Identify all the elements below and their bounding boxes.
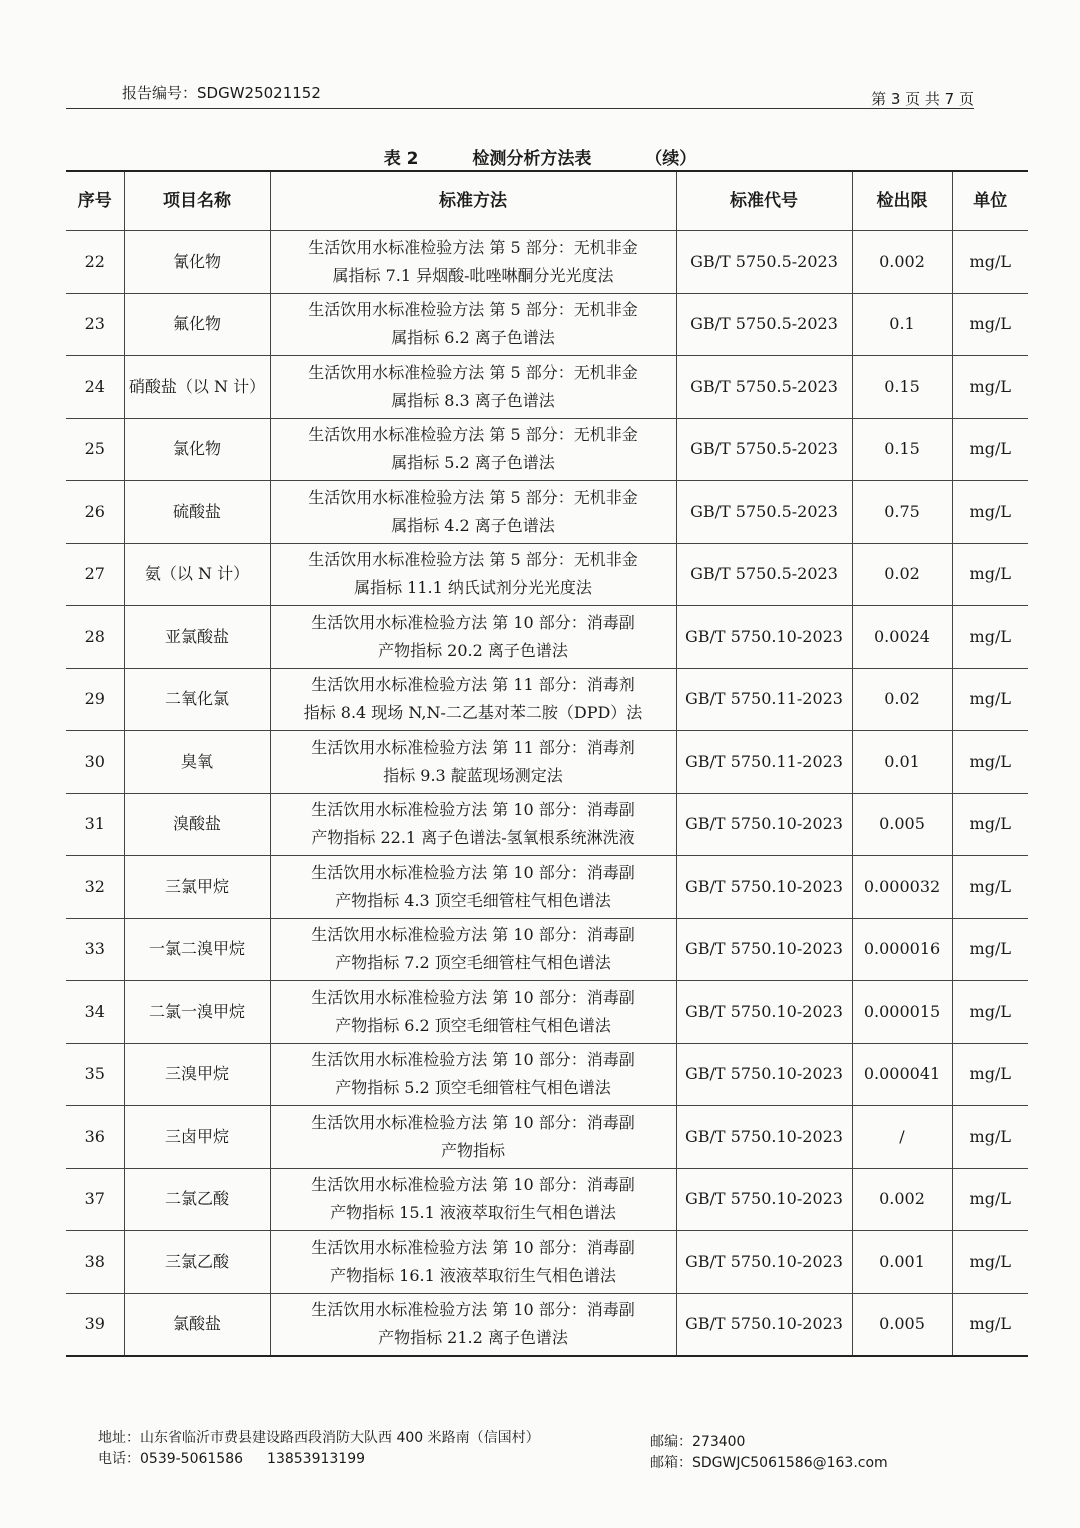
method-line-1: 生活饮用水标准检验方法 第 5 部分：无机非金	[308, 300, 638, 320]
footer-address: 地址：山东省临沂市费县建设路西段消防大队西 400 米路南（信国村）	[98, 1430, 540, 1446]
item-name: 一氯二溴甲烷	[124, 918, 270, 981]
row-number: 25	[66, 418, 124, 481]
item-name: 溴酸盐	[124, 793, 270, 856]
unit: mg/L	[952, 418, 1028, 481]
method-line-1: 生活饮用水标准检验方法 第 5 部分：无机非金	[308, 425, 638, 445]
method-line-1: 生活饮用水标准检验方法 第 10 部分：消毒副	[311, 862, 635, 882]
detection-limit: 0.001	[852, 1231, 952, 1294]
col-header-method: 标准方法	[270, 171, 676, 231]
method-line-2: 属指标 6.2 离子色谱法	[391, 328, 555, 348]
unit: mg/L	[952, 918, 1028, 981]
detection-limit: 0.02	[852, 543, 952, 606]
standard-code: GB/T 5750.5-2023	[676, 356, 852, 419]
standard-code: GB/T 5750.11-2023	[676, 731, 852, 794]
table-row	[66, 1231, 1028, 1294]
detection-limit: 0.000016	[852, 918, 952, 981]
method-line-2: 属指标 8.3 离子色谱法	[391, 390, 555, 410]
col-header-unit: 单位	[952, 171, 1028, 231]
detection-limit: 0.15	[852, 418, 952, 481]
standard-method	[270, 1043, 676, 1106]
standard-method	[270, 606, 676, 669]
detection-limit: 0.000015	[852, 981, 952, 1044]
standard-code: GB/T 5750.5-2023	[676, 481, 852, 544]
row-number: 30	[66, 731, 124, 794]
method-line-2: 产物指标 22.1 离子色谱法-氢氧根系统淋洗液	[311, 828, 635, 848]
table-number: 表 2	[383, 149, 419, 169]
row-number: 24	[66, 356, 124, 419]
table-row	[66, 1106, 1028, 1169]
standard-method	[270, 481, 676, 544]
standard-method	[270, 793, 676, 856]
item-name: 硝酸盐（以 N 计）	[124, 356, 270, 419]
method-line-1: 生活饮用水标准检验方法 第 10 部分：消毒副	[311, 1175, 635, 1195]
standard-method	[270, 981, 676, 1044]
method-line-2: 属指标 11.1 纳氏试剂分光光度法	[354, 578, 592, 598]
table-row	[66, 481, 1028, 544]
method-line-2: 产物指标 15.1 液液萃取衍生气相色谱法	[330, 1203, 616, 1223]
detection-limit: 0.0024	[852, 606, 952, 669]
footer-postcode: 邮编：273400	[650, 1434, 746, 1450]
row-number: 33	[66, 918, 124, 981]
method-line-2: 产物指标 21.2 离子色谱法	[378, 1328, 568, 1348]
table-row	[66, 418, 1028, 481]
method-line-1: 生活饮用水标准检验方法 第 10 部分：消毒副	[311, 800, 635, 820]
unit: mg/L	[952, 481, 1028, 544]
item-name: 二氯一溴甲烷	[124, 981, 270, 1044]
unit: mg/L	[952, 1106, 1028, 1169]
standard-code: GB/T 5750.11-2023	[676, 668, 852, 731]
method-line-1: 生活饮用水标准检验方法 第 5 部分：无机非金	[308, 487, 638, 507]
table-row	[66, 356, 1028, 419]
table-row	[66, 293, 1028, 356]
method-line-2: 产物指标 4.3 顶空毛细管柱气相色谱法	[335, 890, 611, 910]
table-row	[66, 543, 1028, 606]
footer-postal	[650, 1432, 888, 1474]
detection-limit: 0.000032	[852, 856, 952, 919]
footer-contact	[98, 1428, 540, 1470]
standard-method	[270, 543, 676, 606]
row-number: 34	[66, 981, 124, 1044]
detection-limit: 0.002	[852, 231, 952, 294]
table-row	[66, 918, 1028, 981]
standard-method	[270, 418, 676, 481]
item-name: 三氯甲烷	[124, 856, 270, 919]
row-number: 26	[66, 481, 124, 544]
table-continued: （续）	[645, 149, 697, 169]
table-row	[66, 231, 1028, 294]
item-name: 三卤甲烷	[124, 1106, 270, 1169]
detection-limit: 0.75	[852, 481, 952, 544]
footer-phones	[98, 1449, 540, 1470]
unit: mg/L	[952, 356, 1028, 419]
row-number: 28	[66, 606, 124, 669]
detection-limit: 0.02	[852, 668, 952, 731]
col-header-code: 标准代号	[676, 171, 852, 231]
unit: mg/L	[952, 1168, 1028, 1231]
item-name: 氯化物	[124, 418, 270, 481]
col-header-no: 序号	[66, 171, 124, 231]
standard-code: GB/T 5750.10-2023	[676, 793, 852, 856]
item-name: 氨（以 N 计）	[124, 543, 270, 606]
footer-mobile: 13853913199	[267, 1451, 366, 1467]
detection-limit: 0.002	[852, 1168, 952, 1231]
unit: mg/L	[952, 1231, 1028, 1294]
standard-code: GB/T 5750.10-2023	[676, 918, 852, 981]
detection-limit: 0.005	[852, 793, 952, 856]
standard-method	[270, 1106, 676, 1169]
item-name: 氟化物	[124, 293, 270, 356]
col-header-limit: 检出限	[852, 171, 952, 231]
method-line-1: 生活饮用水标准检验方法 第 10 部分：消毒副	[311, 1300, 635, 1320]
row-number: 38	[66, 1231, 124, 1294]
detection-limit: 0.15	[852, 356, 952, 419]
row-number: 39	[66, 1293, 124, 1356]
unit: mg/L	[952, 1293, 1028, 1356]
table-title: 检测分析方法表	[472, 149, 592, 169]
method-line-1: 生活饮用水标准检验方法 第 10 部分：消毒副	[311, 1237, 635, 1257]
standard-code: GB/T 5750.10-2023	[676, 606, 852, 669]
table-caption	[0, 144, 1080, 169]
method-line-1: 生活饮用水标准检验方法 第 10 部分：消毒副	[311, 987, 635, 1007]
table-header-row	[66, 171, 1028, 231]
table-row	[66, 981, 1028, 1044]
method-line-2: 指标 8.4 现场 N,N-二乙基对苯二胺（DPD）法	[303, 703, 643, 723]
detection-limit: 0.005	[852, 1293, 952, 1356]
row-number: 29	[66, 668, 124, 731]
method-line-2: 属指标 7.1 异烟酸-吡唑啉酮分光光度法	[332, 265, 614, 285]
standard-method	[270, 1293, 676, 1356]
item-name: 二氯乙酸	[124, 1168, 270, 1231]
standard-code: GB/T 5750.10-2023	[676, 856, 852, 919]
method-line-2: 产物指标 16.1 液液萃取衍生气相色谱法	[330, 1265, 616, 1285]
standard-code: GB/T 5750.5-2023	[676, 418, 852, 481]
method-line-1: 生活饮用水标准检验方法 第 10 部分：消毒副	[311, 612, 635, 632]
standard-code: GB/T 5750.5-2023	[676, 293, 852, 356]
item-name: 氯酸盐	[124, 1293, 270, 1356]
page-indicator: 第 3 页 共 7 页	[871, 90, 974, 108]
standard-method	[270, 356, 676, 419]
method-line-1: 生活饮用水标准检验方法 第 10 部分：消毒副	[311, 1112, 635, 1132]
standard-code: GB/T 5750.10-2023	[676, 981, 852, 1044]
footer-phone: 电话：0539-5061586	[98, 1451, 244, 1467]
report-number: 报告编号：SDGW25021152	[122, 84, 321, 102]
table-row	[66, 1168, 1028, 1231]
row-number: 27	[66, 543, 124, 606]
table-row	[66, 1043, 1028, 1106]
method-line-2: 产物指标 20.2 离子色谱法	[378, 640, 568, 660]
standard-code: GB/T 5750.10-2023	[676, 1043, 852, 1106]
item-name: 臭氧	[124, 731, 270, 794]
method-line-1: 生活饮用水标准检验方法 第 10 部分：消毒副	[311, 925, 635, 945]
method-line-1: 生活饮用水标准检验方法 第 5 部分：无机非金	[308, 362, 638, 382]
method-line-1: 生活饮用水标准检验方法 第 5 部分：无机非金	[308, 237, 638, 257]
standard-code: GB/T 5750.5-2023	[676, 231, 852, 294]
method-line-1: 生活饮用水标准检验方法 第 11 部分：消毒剂	[311, 737, 635, 757]
unit: mg/L	[952, 1043, 1028, 1106]
detection-limit: /	[852, 1106, 952, 1169]
standard-code: GB/T 5750.10-2023	[676, 1293, 852, 1356]
table-row	[66, 856, 1028, 919]
standard-method	[270, 918, 676, 981]
method-line-2: 产物指标 6.2 顶空毛细管柱气相色谱法	[335, 1015, 611, 1035]
method-line-2: 指标 9.3 靛蓝现场测定法	[383, 765, 563, 785]
standard-method	[270, 1168, 676, 1231]
unit: mg/L	[952, 293, 1028, 356]
footer-email: 邮箱：SDGWJC5061586@163.com	[650, 1455, 888, 1471]
item-name: 二氧化氯	[124, 668, 270, 731]
unit: mg/L	[952, 543, 1028, 606]
method-line-1: 生活饮用水标准检验方法 第 10 部分：消毒副	[311, 1050, 635, 1070]
standard-code: GB/T 5750.10-2023	[676, 1231, 852, 1294]
standard-code: GB/T 5750.10-2023	[676, 1106, 852, 1169]
standard-method	[270, 856, 676, 919]
item-name: 氰化物	[124, 231, 270, 294]
unit: mg/L	[952, 731, 1028, 794]
row-number: 36	[66, 1106, 124, 1169]
item-name: 亚氯酸盐	[124, 606, 270, 669]
method-line-1: 生活饮用水标准检验方法 第 11 部分：消毒剂	[311, 675, 635, 695]
row-number: 37	[66, 1168, 124, 1231]
standard-code: GB/T 5750.5-2023	[676, 543, 852, 606]
methods-table	[66, 170, 1028, 1357]
item-name: 三溴甲烷	[124, 1043, 270, 1106]
unit: mg/L	[952, 856, 1028, 919]
table-row	[66, 606, 1028, 669]
table-row	[66, 668, 1028, 731]
table-row	[66, 731, 1028, 794]
standard-method	[270, 1231, 676, 1294]
header-divider	[66, 108, 974, 109]
unit: mg/L	[952, 231, 1028, 294]
detection-limit: 0.000041	[852, 1043, 952, 1106]
standard-method	[270, 668, 676, 731]
method-line-2: 产物指标 5.2 顶空毛细管柱气相色谱法	[335, 1078, 611, 1098]
row-number: 35	[66, 1043, 124, 1106]
unit: mg/L	[952, 981, 1028, 1044]
standard-method	[270, 293, 676, 356]
standard-method	[270, 231, 676, 294]
item-name: 硫酸盐	[124, 481, 270, 544]
unit: mg/L	[952, 668, 1028, 731]
row-number: 22	[66, 231, 124, 294]
method-line-2: 产物指标 7.2 顶空毛细管柱气相色谱法	[335, 953, 611, 973]
detection-limit: 0.1	[852, 293, 952, 356]
method-line-2: 产物指标	[440, 1140, 505, 1160]
row-number: 23	[66, 293, 124, 356]
unit: mg/L	[952, 793, 1028, 856]
method-line-2: 属指标 4.2 离子色谱法	[391, 515, 555, 535]
row-number: 31	[66, 793, 124, 856]
table-row	[66, 1293, 1028, 1356]
method-line-2: 属指标 5.2 离子色谱法	[391, 453, 555, 473]
table-row	[66, 793, 1028, 856]
col-header-name: 项目名称	[124, 171, 270, 231]
method-line-1: 生活饮用水标准检验方法 第 5 部分：无机非金	[308, 550, 638, 570]
row-number: 32	[66, 856, 124, 919]
unit: mg/L	[952, 606, 1028, 669]
detection-limit: 0.01	[852, 731, 952, 794]
item-name: 三氯乙酸	[124, 1231, 270, 1294]
standard-method	[270, 731, 676, 794]
standard-code: GB/T 5750.10-2023	[676, 1168, 852, 1231]
